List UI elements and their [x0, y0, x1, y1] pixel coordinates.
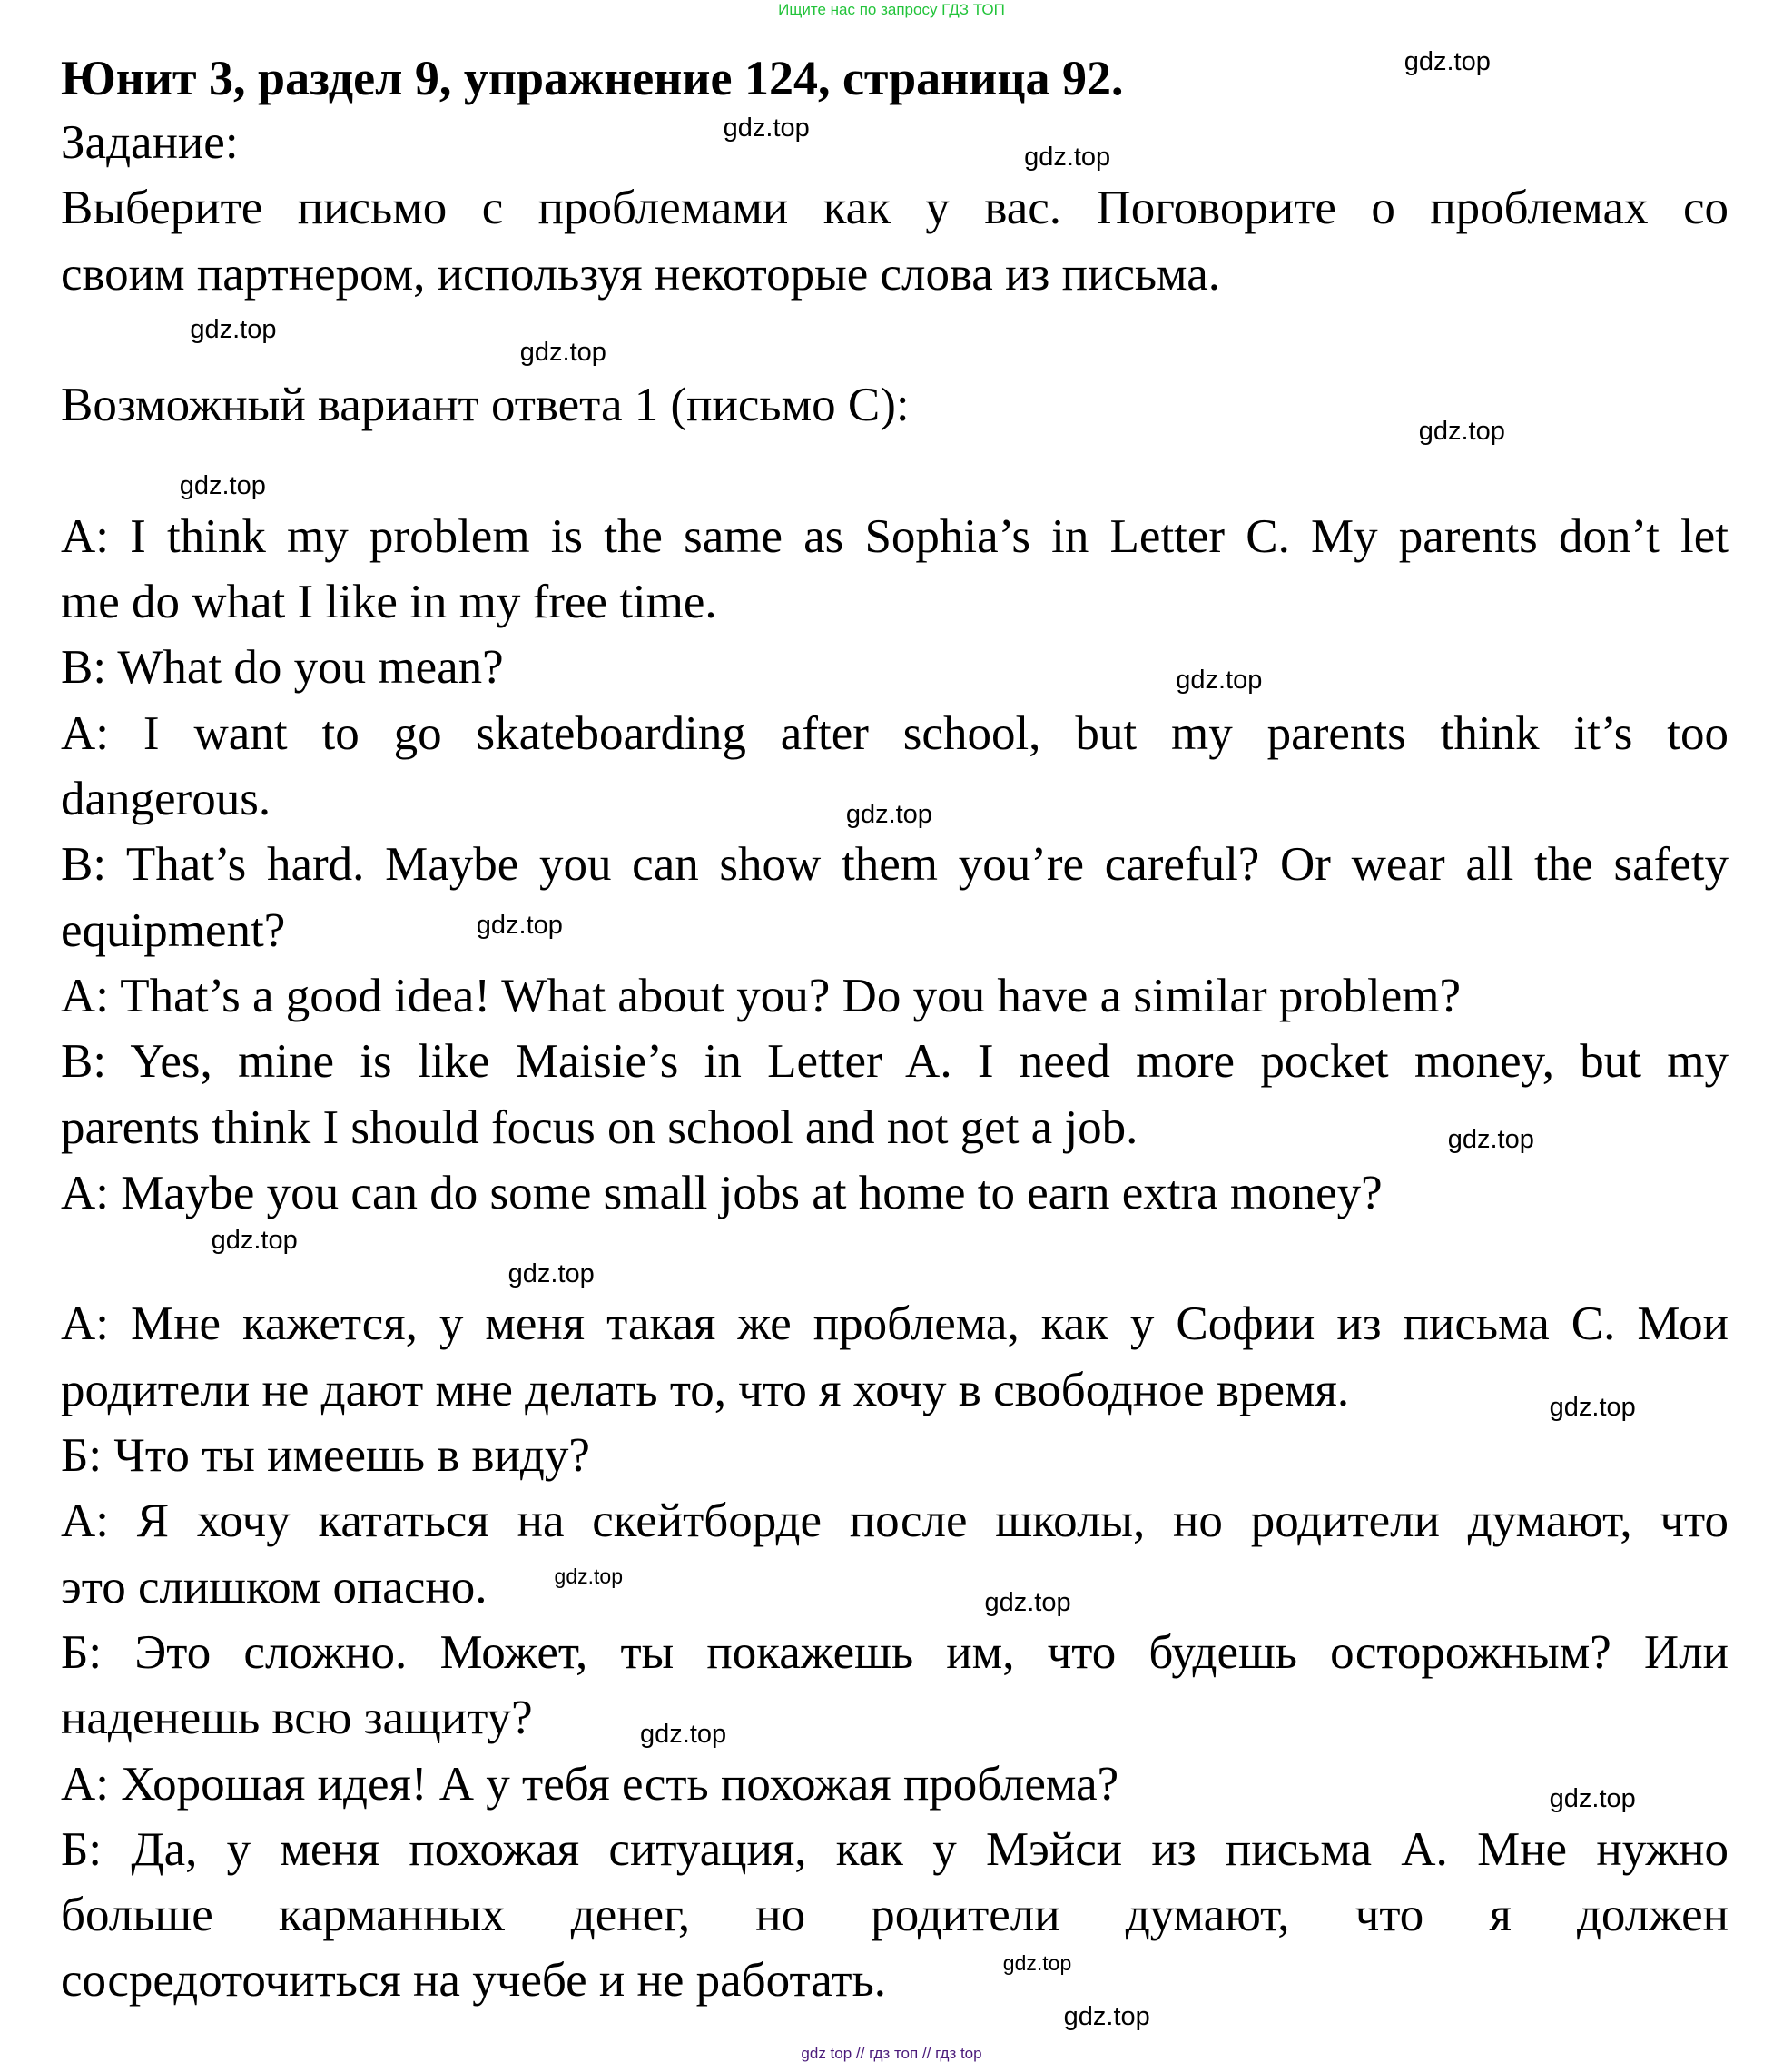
text-line: A: Maybe you can do some small jobs at home to earn extra money?: [61, 1166, 1383, 1219]
text-line: Задание:: [61, 116, 239, 169]
text-line: A: That’s a good idea! What about you? Do you have a similar problem?: [61, 969, 1461, 1022]
footer-watermark: gdz top // гдз топ // гдз top: [801, 2045, 982, 2062]
text-line: Б: Это сложно. Может, ты покажешь им, что будешь осторожным? Или: [61, 1625, 1729, 1679]
text-line: B: That’s hard. Maybe you can show them you’re careful? Or wear all the safety: [61, 838, 1729, 892]
watermark: gdz.top: [984, 1587, 1071, 1617]
text-line: dangerous.: [61, 773, 271, 825]
watermark: gdz.top: [1418, 417, 1505, 447]
watermark: gdz.top: [723, 113, 810, 143]
search-banner: Ищите нас по запросу ГДЗ ТОП: [778, 1, 1005, 18]
watermark: gdz.top: [1024, 142, 1111, 172]
text-line: B: What do you mean?: [61, 641, 504, 695]
watermark: gdz.top: [1002, 1950, 1072, 1975]
watermark: gdz.top: [211, 1226, 298, 1256]
text-line: сосредоточиться на учебе и не работать.: [61, 1954, 886, 2008]
text-line: A: I want to go skateboarding after school, but my parents think it’s too: [61, 706, 1729, 760]
page-title: Юнит 3, раздел 9, упражнение 124, страница 92.: [61, 51, 1124, 105]
text-line: Возможный вариант ответа 1 (письмо C):: [61, 379, 910, 432]
text-line: B: Yes, mine is like Maisie’s in Letter A. I need more pocket money, but my: [61, 1035, 1729, 1089]
text-line: equipment?: [61, 903, 286, 957]
watermark: gdz.top: [1404, 47, 1491, 77]
text-line: Б: Что ты имеешь в виду?: [61, 1429, 590, 1482]
text-line: А: Я хочу кататься на скейтборде после школы, но родители думают, что: [61, 1495, 1729, 1548]
text-line: me do what I like in my free time.: [61, 576, 717, 629]
watermark: gdz.top: [476, 911, 563, 941]
watermark: gdz.top: [1447, 1124, 1534, 1154]
watermark: gdz.top: [190, 315, 277, 345]
text-line: своим партнером, используя некоторые слова из письма.: [61, 247, 1220, 301]
watermark: gdz.top: [179, 470, 266, 500]
watermark: gdz.top: [1063, 2002, 1150, 2032]
text-line: Выберите письмо с проблемами как у вас. Поговорите о проблемах со: [61, 182, 1729, 235]
watermark: gdz.top: [1176, 665, 1263, 695]
text-line: А: Хорошая идея! А у тебя есть похожая проблема?: [61, 1757, 1119, 1811]
text-line: больше карманных денег, но родители думают, что я должен: [61, 1889, 1729, 1942]
text-line: родители не дают мне делать то, что я хочу в свободное время.: [61, 1363, 1350, 1416]
text-line: это слишком опасно.: [61, 1560, 488, 1613]
watermark: gdz.top: [507, 1258, 595, 1288]
text-line: наденешь всю защиту?: [61, 1692, 533, 1745]
text-line: parents think I should focus on school and not get a job.: [61, 1100, 1138, 1154]
text-line: А: Мне кажется, у меня такая же проблема, как у Софии из письма С. Мои: [61, 1297, 1729, 1351]
watermark: gdz.top: [519, 338, 606, 368]
watermark: gdz.top: [1549, 1784, 1636, 1814]
watermark: gdz.top: [554, 1564, 623, 1588]
watermark: gdz.top: [640, 1720, 727, 1750]
text-line: A: I think my problem is the same as Sophia’s in Letter C. My parents don’t let: [61, 509, 1729, 563]
text-line: Б: Да, у меня похожая ситуация, как у Мэйси из письма А. Мне нужно: [61, 1822, 1729, 1876]
watermark: gdz.top: [1549, 1392, 1636, 1422]
watermark: gdz.top: [845, 799, 932, 829]
